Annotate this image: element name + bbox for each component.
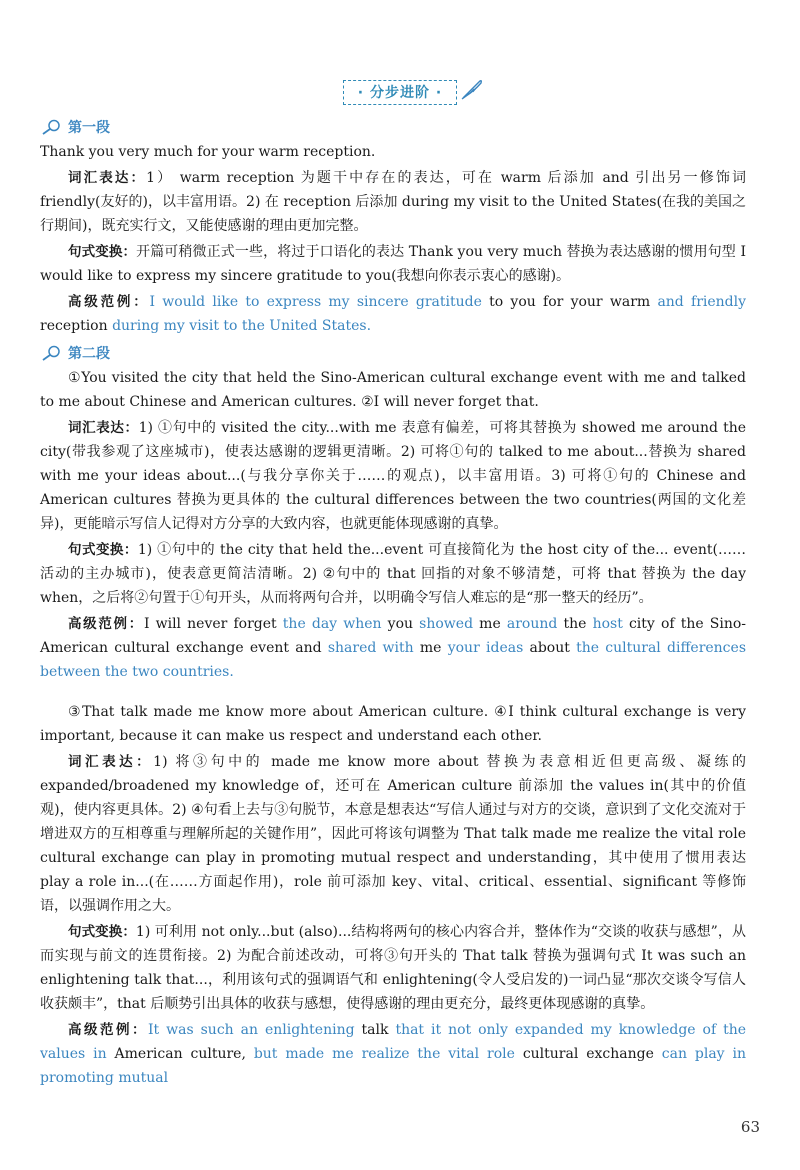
magnifier-icon xyxy=(40,345,62,361)
syntax-note-3: 句式变换：1) 可利用 not only...but (also)...结构将两句的核心内容合并，整体作为“交谈的收获与感想”，从而实现与前文的连贯衔接。2) 为配合前述改动，可将③句开头的 That talk 替换为强调句式 It was such an enlightening talk that...，利用该句式的强调语气和 enlightening(令人受启发的)一词凸显“那次交谈令写信人收获颇丰”，that 后顺势引出具体的收获与感想，使得感谢的理由更充分，最终更体现感谢的真挚。 xyxy=(40,924,746,1012)
banner-title: · 分步进阶 · xyxy=(343,80,457,105)
original-sentence-3: ③That talk made me know more about American culture. ④I think cultural exchange is very important, because it can make us respect and understand each other. xyxy=(40,704,746,744)
magnifier-icon xyxy=(40,119,62,135)
section-heading-2: 第二段 xyxy=(40,340,746,366)
vocab-note-1: 词汇表达：1） warm reception 为题干中存在的表达，可在 warm 后添加 and 引出另一修饰词 friendly(友好的)，以丰富用语。2) 在 reception 后添加 during my visit to the United States(在我的美国之行期间)，既充实行文，又能使感谢的理由更加完整。 xyxy=(40,170,747,234)
syntax-note-1: 句式变换：开篇可稍微正式一些，将过于口语化的表达 Thank you very much 替换为表达感谢的惯用句型 I would like to express my sincere gratitude to you(我想向你表示衷心的感谢)。 xyxy=(40,244,747,284)
vocab-note-2: 词汇表达：1) ①句中的 visited the city...with me 表意有偏差，可将其替换为 showed me around the city(带我参观了这座城市)，使表达感谢的逻辑更清晰。2) 可将①句的 talked to me about...替换为 shared with me your ideas about...(与我分享你关于……的观点)，以丰富用语。3) 可将①句的 Chinese and American cultures 替换为更具体的 the cultural differences between the two countries(两国的文化差异)，更能暗示写信人记得对方分享的大致内容，也就更能体现感谢的真挚。 xyxy=(40,420,746,532)
original-sentence-1: Thank you very much for your warm reception. xyxy=(40,144,376,160)
quill-icon xyxy=(460,77,484,101)
example-1: 高级范例：I would like to express my sincere gratitude to you for your warm and friendly reception during my visit to the United States. xyxy=(40,294,747,334)
vocab-note-3: 词汇表达：1) 将③句中的 made me know more about 替换为表意相近但更高级、凝练的 expanded/broadened my knowledge of，还可在 American culture 前添加 the values in(其中的价值观)，使内容更具体。2) ④句看上去与③句脱节，本意是想表达“写信人通过与对方的交谈，意识到了文化交流对于增进双方的互相尊重与理解所起的关键作用”，因此可将该句调整为 That talk made me realize the vital role cultural exchange can play in promoting mutual respect and understanding，其中使用了惯用表达 play a role in...(在……方面起作用)，role 前可添加 key、vital、critical、essential、significant 等修饰语，以强调作用之大。 xyxy=(40,754,746,914)
original-sentence-2: ①You visited the city that held the Sino-American cultural exchange event with me and talked to me about Chinese and American cultures. ②I will never forget that. xyxy=(40,370,746,410)
section-heading-1: 第一段 xyxy=(40,114,746,140)
example-3: 高级范例：It was such an enlightening talk that it not only expanded my knowledge of the values in American culture, but made me realize the vital role cultural exchange can play in promoting mutual xyxy=(40,1022,747,1086)
content xyxy=(40,112,746,1092)
spacer xyxy=(40,686,746,700)
example-2: 高级范例：I will never forget the day when you showed me around the host city of the Sino-American cultural exchange event and shared with me your ideas about the cultural differences between the two countries. xyxy=(40,616,747,680)
page-number: 63 xyxy=(740,1118,760,1136)
section-banner xyxy=(0,80,800,105)
syntax-note-2: 句式变换：1) ①句中的 the city that held the...event 可直接简化为 the host city of the... event(……活动的主办城市)，使表意更简洁清晰。2) ②句中的 that 回指的对象不够清楚，可将 that 替换为 the day when，之后将②句置于①句开头，从而将两句合并，以明确令写信人难忘的是“那一整天的经历”。 xyxy=(40,542,747,606)
